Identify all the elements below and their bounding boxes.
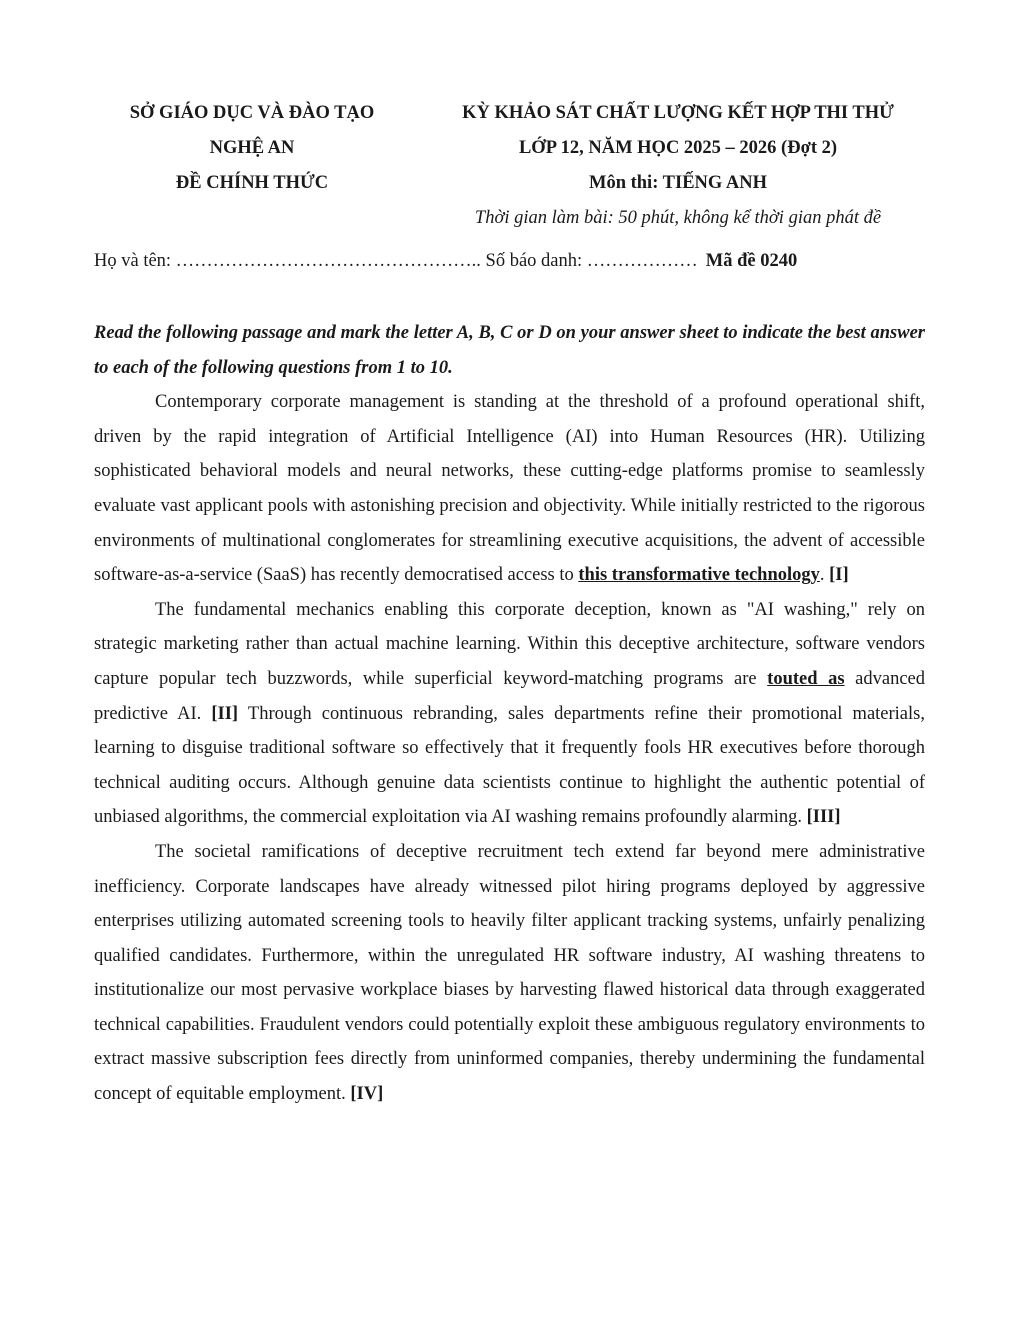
official-exam-label: ĐỀ CHÍNH THỨC [175,173,329,193]
position-marker-3: [III] [806,807,841,828]
passage-paragraph-2 [94,593,925,835]
exam-code: Mã đề 0240 [705,251,798,271]
exam-subject: Môn thi: TIẾNG ANH [588,173,767,193]
department-block [94,96,410,201]
department-name: SỞ GIÁO DỤC VÀ ĐÀO TẠO [129,103,375,123]
paragraph-1-period: . [819,565,830,586]
province-name: NGHỆ AN [209,138,295,158]
paragraph-2-text-b: advanced predictive AI. [94,668,926,724]
paragraph-2-text-a: The fundamental mechanics enabling this corporate deception, known as "AI washing," rely on strategic marketing rather than actual machine learning. Within this deceptive architecture, software vendors capture popular tech buzzwords, while superficial keyword-matching programs are [94,599,925,689]
paragraph-3-text: The societal ramifications of deceptive recruitment tech extend far beyond mere administrative inefficiency. Corporate landscapes have already witnessed pilot hiring programs deployed by aggressive enterprises utilizing automated screening tools to heavily filter applicant tracking systems, unfairly penalizing qualified candidates. Furthermore, within the unregulated HR software industry, AI washing threatens to institutionalize our most pervasive workplace biases by harvesting flawed historical data through exaggerated technical capabilities. Fraudulent vendors could potentially exploit these ambiguous regulatory environments to extract massive subscription fees directly from uninformed companies, thereby undermining the fundamental concept of equitable employment. [94,841,925,1105]
position-marker-4: [IV] [350,1084,384,1105]
paragraph-1-text: Contemporary corporate management is standing at the threshold of a profound operational shift, driven by the rapid integration of Artificial Intelligence (AI) into Human Resources (HR). Utilizing sophisticated behavioral models and neural networks, these cutting-edge platforms promise to seamlessly evaluate vast applicant pools with astonishing precision and objectivity. While initially restricted to the rigorous environments of multinational conglomerates for streamlining executive acquisitions, the advent of accessible software-as-a-service (SaaS) has recently democratised access to [94,392,925,586]
instruction-text: Read the following passage and mark the letter A, B, C or D on your answer sheet to indicate the best answer to each of the following questions from 1 to 10. [94,323,925,378]
reading-section [94,316,925,1112]
passage-paragraph-3 [94,835,925,1112]
exam-header [94,96,926,236]
position-marker-2: [II] [211,703,239,724]
exam-year: LỚP 12, NĂM HỌC 2025 – 2026 (Đợt 2) [518,138,838,158]
position-marker-1: [I] [829,565,849,586]
underlined-phrase-technology: this transformative technology [578,565,820,586]
underlined-phrase-touted: touted as [767,668,845,689]
passage-paragraph-1 [94,385,925,593]
exam-duration: Thời gian làm bài: 50 phút, không kể thời gian phát đề [474,208,882,228]
candidate-info-line [94,246,926,276]
exam-title-block [426,96,930,236]
paragraph-2-text-c: Through continuous rebranding, sales departments refine their promotional materials, learning to disguise traditional software so effectively that it frequently fools HR executives before thorough technical auditing occurs. Although genuine data scientists continue to highlight the authentic potential of unbiased algorithms, the commercial exploitation via AI washing remains profoundly alarming. [94,703,925,828]
exam-title: KỲ KHẢO SÁT CHẤT LƯỢNG KẾT HỢP THI THỬ [462,103,894,123]
candidate-name-and-id-fields: Họ và tên: ………………………………………….. Số báo danh: ……………… [94,251,698,271]
